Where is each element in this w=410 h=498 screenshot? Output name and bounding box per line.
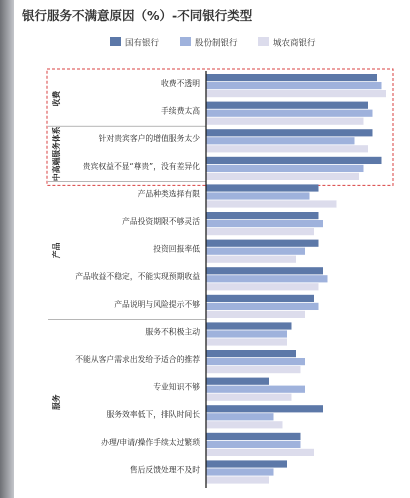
category-label-layer [75,78,200,474]
group-label: 服务 [52,394,61,410]
legend-label: 城农商银行 [273,38,316,49]
bar [206,441,301,448]
legend-label: 股份制银行 [195,38,238,49]
bar [206,90,386,97]
group-label: 产品 [52,242,61,259]
bar [206,248,305,255]
bar [206,413,274,420]
bar [206,145,368,152]
bar [206,192,310,199]
legend-swatch [110,37,121,46]
category-label: 产品收益不稳定，不能实现预期收益 [75,272,200,282]
category-label: 产品种类选择有限 [137,189,200,199]
category-label: 专业知识不够 [153,382,200,392]
bar [206,200,337,207]
legend-label: 国有银行 [125,38,160,49]
group-label: 中高端服务体系 [52,126,61,182]
bar [206,228,314,235]
bar [206,322,292,329]
category-label: 不能从客户需求出发给予适合的推荐 [75,355,200,364]
bar [206,110,373,117]
bar [206,212,319,219]
bar [206,82,382,89]
bar [206,338,287,345]
category-label: 投资回报率低 [153,244,200,254]
category-label: 办理/申请/操作手续太过繁琐 [101,437,200,447]
bar [206,137,355,144]
bar [206,433,301,440]
legend-swatch [258,37,269,46]
group-label-layer [51,91,61,410]
bar [206,476,269,483]
chart-title: 银行服务不满意原因（%）-不同银行类型 [22,8,253,23]
category-label: 服务效率低下，排队时间长 [106,410,200,420]
bar [206,283,319,290]
bar [206,311,305,318]
bar [206,394,292,401]
bar [206,275,328,282]
legend [110,37,316,49]
bar [206,157,382,164]
bar [206,468,274,475]
category-label: 手续费太高 [161,106,200,116]
bar [206,358,305,365]
category-label: 收费不透明 [161,79,200,88]
bar [206,449,314,456]
category-label: 服务不积极主动 [145,327,200,337]
bar [206,366,301,373]
bar [206,303,319,310]
category-label: 售后反馈处理不及时 [129,465,200,475]
category-label: 产品投资期限不够灵活 [122,217,200,226]
bar [206,118,364,125]
bar [206,350,296,357]
bar [206,173,359,180]
legend-swatch [180,37,191,46]
category-label: 贵宾权益不显“尊贵”，没有差异化 [82,161,200,171]
bar [206,240,319,247]
category-label: 产品说明与风险提示不够 [114,299,200,309]
bar [206,220,323,227]
bar [206,256,296,263]
bar [206,165,364,172]
bar [206,129,373,136]
category-label: 针对贵宾客户的增值服务太少 [98,134,200,144]
bar [206,184,319,191]
bar [206,378,269,385]
bar [206,405,323,412]
bar [206,330,287,337]
bar-layer [206,74,386,484]
bar [206,102,368,109]
bar [206,386,305,393]
bar [206,421,283,428]
bar [206,267,323,274]
bar [206,460,287,467]
group-label: 收费 [52,90,61,107]
bar [206,74,377,81]
bar [206,295,314,302]
